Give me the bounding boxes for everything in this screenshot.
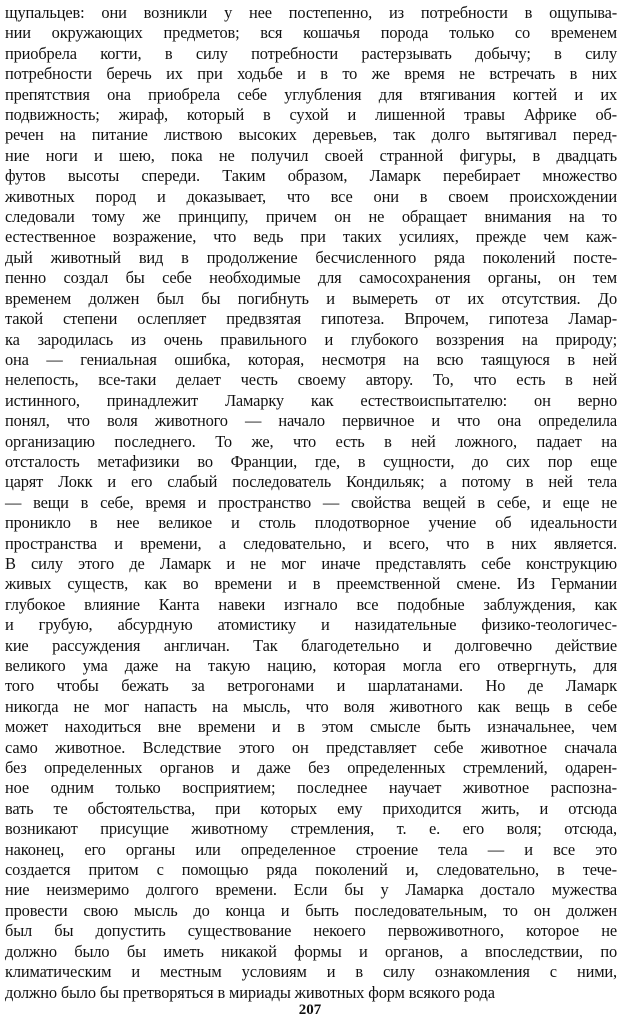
- text-line: может находиться вне времени и в этом смысле быть изначальнее, чем: [5, 717, 617, 737]
- text-line: должно было бы иметь никакой формы и органов, а впоследствии, по: [5, 941, 617, 961]
- text-line: должно было бы претворяться в мириады животных форм всякого рода: [5, 982, 495, 1002]
- body-text: [5, 3, 617, 1003]
- text-line: был бы допустить существование некоего первоживотного, которое не: [5, 921, 617, 941]
- text-line: провести свою мысль до конца и быть последовательным, то он должен: [5, 900, 617, 920]
- text-line: ное одним только восприятием; последнее научает животное распозна-: [5, 778, 617, 798]
- text-line: того чтобы бежать за ветрогонами и шарлатанами. Но де Ламарк: [5, 676, 617, 696]
- text-line: подвижность; жираф, который в сухой и лишенной травы Африке об-: [5, 105, 617, 125]
- text-line: возникают присущие животному стремления, т. е. его воля; отсюда,: [5, 819, 617, 839]
- text-line: футов высоты спереди. Таким образом, Ламарк перебирает множество: [5, 166, 617, 186]
- text-line: организацию последнего. То же, что есть в ней ложного, падает на: [5, 431, 617, 451]
- text-line: препятствия она приобрела себе углубления для втягивания когтей и их: [5, 84, 617, 104]
- text-line: дый животный вид в продолжение бесчисленного ряда поколений посте-: [5, 247, 617, 267]
- text-line: потребности беречь их при ходьбе и в то же время не встречать в них: [5, 64, 617, 84]
- text-line: ка зародилась из очень правильного и глубокого воззрения на природу;: [5, 329, 617, 349]
- text-line: В силу этого де Ламарк и не мог иначе представлять себе конструкцию: [5, 553, 617, 573]
- text-line: она — гениальная ошибка, которая, несмотря на всю таящуюся в ней: [5, 349, 617, 369]
- text-line: проникло в нее великое и столь плодотворное учение об идеальности: [5, 513, 617, 533]
- text-line: без определенных органов и даже без определенных стремлений, одарен-: [5, 758, 617, 778]
- text-line: ние неизмеримо долгого времени. Если бы у Ламарка достало мужества: [5, 880, 617, 900]
- text-line: нелепость, все-таки делает честь своему автору. То, что есть в ней: [5, 370, 617, 390]
- text-line: кие рассуждения англичан. Так благодетельно и долговечно действие: [5, 635, 617, 655]
- text-line: такой степени ослепляет предвзятая гипотеза. Впрочем, гипотеза Ламар-: [5, 309, 617, 329]
- text-line: вать те обстоятельства, при которых ему приходится жить, и отсюда: [5, 798, 617, 818]
- text-line: пространства и времени, а следовательно, и всего, что в них является.: [5, 533, 617, 553]
- text-line: щупальцев: они возникли у нее постепенно, из потребности в ощупыва-: [5, 3, 617, 22]
- text-line: речен на питание листвою высоких деревьев, так долго вытягивал перед-: [5, 125, 617, 145]
- text-line: нии окружающих предметов; вся кошачья порода только со временем: [5, 23, 617, 43]
- text-line: климатическим и местным условиям и в силу ознакомления с ними,: [5, 962, 617, 982]
- text-line: пенно создал бы себе необходимые для самосохранения органы, он тем: [5, 268, 617, 288]
- text-line: отсталость метафизики во Франции, где, в сущности, до сих пор еще: [5, 451, 617, 471]
- text-line: и грубую, абсурдную атомистику и назидательные физико-теологичес-: [5, 615, 617, 635]
- text-line: понял, что воля животного — начало первичное и что она определила: [5, 411, 617, 431]
- text-line: царят Локк и его слабый последователь Кондильяк; а потому в ней тела: [5, 472, 617, 492]
- text-line: истинного, принадлежит Ламарку как естествоиспытателю: он верно: [5, 390, 617, 410]
- text-line: наконец, его органы или определенное строение тела — и все это: [5, 839, 617, 859]
- text-line: живых существ, как во времени и в преемственной смене. Из Германии: [5, 574, 617, 594]
- text-line: никогда не мог напасть на мысль, что воля животного как вещь в себе: [5, 696, 617, 716]
- text-line: временем должен был бы погибнуть и вымереть от их отсутствия. До: [5, 288, 617, 308]
- text-line: животных пород и доказывает, что все они в своем происхождении: [5, 186, 617, 206]
- text-line: великого ума даже на такую нацию, которая могла его отвергнуть, для: [5, 656, 617, 675]
- text-line: следовали тому же принципу, причем он не обращает внимания на то: [5, 207, 617, 227]
- text-line: создается притом с помощью ряда поколений и, следовательно, в тече-: [5, 860, 617, 880]
- text-line: естественное возражение, что ведь при таких усилиях, прежде чем каж-: [5, 227, 617, 247]
- text-line: само животное. Вследствие этого он представляет себе животное сначала: [5, 737, 617, 757]
- text-line: ние ноги и шею, пока не получил своей странной фигуры, в двадцать: [5, 145, 617, 165]
- text-line: глубокое влияние Канта навеки изгнало все подобные заблуждения, как: [5, 594, 617, 614]
- text-line: приобрела когти, в силу потребности растерзывать добычу; в силу: [5, 43, 617, 63]
- text-line: — вещи в себе, время и пространство — свойства вещей в себе, и еще не: [5, 492, 617, 512]
- page-number: 207: [298, 1002, 322, 1018]
